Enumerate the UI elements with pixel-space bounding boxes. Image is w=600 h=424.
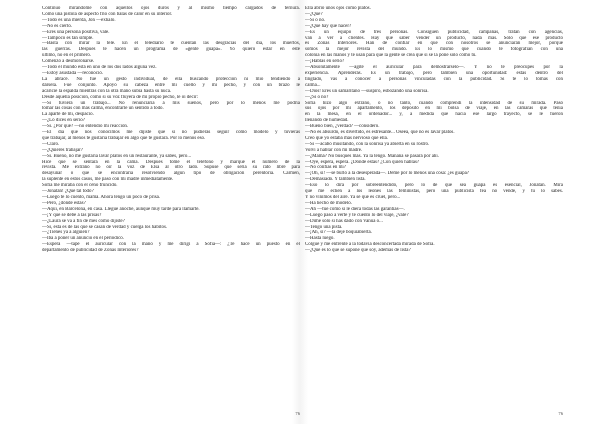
text-line: —¿Lo dices en serio? — [42, 118, 85, 124]
text-line: —¡Hablas en serio? — [305, 59, 345, 65]
text-line: —Eres una persona positiva, vale. — [42, 29, 110, 35]
text-line: —Oye, espera, espera. ¿Dónde estás? ¿Con quién hablas? — [305, 159, 420, 165]
text-line: último, no en el primero. — [42, 53, 92, 59]
text-line: —Demasiado. Y también lista. — [305, 177, 366, 183]
left-page — [42, 6, 300, 418]
text-line: —Basta con mirar la tele. En el telediario te cuentan las desgracias del día, los muertos, — [42, 41, 300, 47]
left-page-number: 76 — [295, 411, 300, 416]
text-line: —Bueno bien, ¿verdad? —consideró. — [305, 124, 380, 130]
text-line: —No confías en mí? — [305, 165, 346, 171]
text-line: las guerras. Después te hacen un programa de «gente guapa». Yo quiero estar en este — [42, 47, 300, 53]
text-line: sus ojos por mi apartamento, los depositó en mi bolsa de viaje, en las cámaras que tenía — [305, 106, 563, 112]
text-line: —¿Quieres trabajar? — [42, 147, 83, 153]
text-line: —Aquí, en Barcelona, en casa. Llegué anoche, aunque muy tarde para llamarte. — [42, 206, 200, 212]
text-line: Desde aquella posición, como si su voz fluyera de mi propio pecho, le oí decir: — [42, 94, 199, 100]
text-line: —¿Qué es lo que se supone que soy, además de lista? — [305, 248, 411, 254]
text-line: colonia en las manos y te usan para que la gente se crea que sí se la pone sólo como tú. — [305, 53, 477, 59]
text-line: la suplente en estos casos, me pasó con mi madre inmediatamente. — [42, 177, 174, 183]
text-line: —Jonatán! ¿Qué tal todo? — [42, 189, 94, 195]
text-line: Volví a hablar con mi madre. — [305, 147, 363, 153]
text-line: en la mesa, en el ordenador... y, a medida que hacía ese largo trayecto, se le fueron — [305, 112, 563, 118]
text-line: Creo que yo estaba más nervioso que ella. — [305, 135, 389, 141]
text-line: somos la mejor revista del mundo. Es lo mismo que cuando te fotografían con una — [305, 47, 563, 53]
text-line: Sofía me miraba con el ceño fruncido. — [42, 183, 118, 189]
text-line: —Luego te lo cuento, mamá. Ahora tengo un poco de prisa. — [42, 195, 161, 200]
text-line: Sofía hizo algo extraño, o no tanto, cuando comprendí la intensidad de su mirada. Pasó — [305, 100, 563, 106]
text-line: —No es absurdo, es divertido, es estresante... Oseea, que no es lavar platos. — [305, 130, 455, 136]
text-line: —Sí o no. — [305, 17, 326, 23]
text-line: tinglado, vas a conocer a personas vinculadas con la publicidad. Si te lo tomas con — [305, 76, 563, 82]
text-line: —¿Tienes ya a alguien? — [42, 230, 90, 236]
text-line: Hice que se sentara en la cama. Después tomé el teléfono y marqué el número de la — [42, 159, 300, 165]
left-page-text — [42, 6, 300, 254]
text-line: Continuó mirándome con aquellos ojos duros y al mismo tiempo cargados de ternura. — [42, 6, 300, 11]
text-line: que me echen a los leones las feministas, pero una publicista fea no vende, y tú lo sabes. — [305, 189, 563, 195]
text-line: —Absolutamente —agité el auricular para demostrárselo—. Y no te preocupes por la — [305, 65, 563, 71]
text-line: —Sí —acabó musitando, con la sonrisa ya abierta en su rostro. — [305, 141, 430, 147]
text-line: calma... — [305, 82, 321, 88]
text-line: Ella abrió unos ojos como platos. — [305, 6, 371, 11]
text-line: —¡Ah, sí? —la dejé boquiabierta. — [305, 230, 372, 236]
text-line: —Sí. Bueno, no me gustaría lavar platos en un restaurante, ya sabes, pero... — [42, 153, 192, 159]
text-line: —Tengo una pista. — [305, 224, 343, 230]
text-line: —Dios! Eres un samaritano —suspiró, esbozando una sonrisa. — [305, 88, 429, 94]
text-line: —Si tuviera un trabajo... No renunciaría a mis sueños, pero por lo menos me podría — [42, 100, 300, 106]
text-line: experiencia. Aprenderás. Es un trabajo, pero también una oportunidad: estás dentro del — [305, 70, 563, 76]
text-line: Y no vinimos del aire. Ya sé que es cruel, pero... — [305, 195, 401, 200]
text-line: —Ah —fue como si le diera todas las garantías—. — [305, 206, 405, 212]
text-line: —No es cierto. — [42, 23, 73, 29]
text-line: Colgué y me enfrenté a la todavía desconcertada mirada de Sofía. — [305, 242, 435, 248]
text-line: tomar las cosas con más calma, encontrarle un sentido a todo. — [42, 106, 164, 112]
text-line: —Estoy asustada —reconoció. — [42, 70, 104, 76]
text-line: —¿Laura se va a fin de mes como dijiste? — [42, 218, 125, 224]
text-line: es Zonas Interiores. Han de confiar en que con nosotros se anunciarán mejor, porque — [305, 41, 563, 47]
text-line: acaricié la espalda mientras con la otra mano subía hasta su nuca. — [42, 88, 172, 94]
right-page — [305, 6, 563, 418]
text-line: —Iba a poner un anuncio en el periódico. — [42, 236, 124, 242]
text-line: llenando de humedad. — [305, 118, 349, 124]
right-page-text — [305, 6, 563, 254]
text-line: La aparté de mí, despacio. — [42, 112, 94, 118]
text-line: desayunar o que se encontraría resolviendo algún tipo de obligación perentoria. Carmen, — [42, 171, 300, 177]
text-line: van a ver a clientes. Hay que saber vender un producto, nada más. Sólo que ese producto — [305, 35, 563, 41]
text-line: —Luego paso a verte y te cuento lo del viaje, ¿vale? — [305, 212, 409, 218]
text-line: —Hasta luego. — [305, 236, 335, 242]
text-line: —Eso lo dirá por sobreentendido, pero lo de que sea guapa es esencial, Jonatán. Mira — [305, 183, 563, 189]
text-line: —Todo el mundo está en uno de los dos lados alguna vez. — [42, 65, 157, 71]
text-line: —Sí. ¿Por qué? —no entendió mi reacción. — [42, 124, 129, 130]
text-line: —Tampoco es tan simple. — [42, 35, 94, 41]
text-line: —Claro. — [42, 141, 60, 147]
text-line: —Dime sólo si has dado con Vanúa o... — [305, 218, 383, 224]
text-line: —¿Sí o no? — [305, 94, 329, 100]
text-line: —Es un equipo de tres personas. Consiguen publicidad, campañas, tratan con agencias, — [305, 29, 563, 35]
text-line: —El día que nos conocimos me dijiste que si no pudieras seguir como modelo y tuvieras — [42, 130, 300, 136]
text-line: —Espera —tapé el auricular con la mano y me dirigí a Sofía—: ¿Te hace un puesto en el — [42, 242, 300, 248]
text-line: revista. Me extrañó no oír la voz de Elsa al otro lado. Supuse que sería su rato libre para — [42, 165, 300, 171]
text-line: —¿Qué? — [305, 11, 323, 17]
text-line: departamento de publicidad de Zonas Interiores? — [42, 248, 139, 254]
text-line: La abracé. No fue un gesto individual, de ella buscando protección ni mío tendiendo a — [42, 76, 300, 82]
text-line: dársela. Fue conjunto. Apoyó su cabeza entre mi cuello y mi pecho, y con un brazo le — [42, 82, 300, 88]
text-line: —Sí, ésta es de las que se casan de verdad y cuelga los hábitos. — [42, 224, 168, 230]
text-line: —Ha hecho de modelo. — [305, 200, 352, 206]
text-line: —¡Oh, sí! —se burló a la desesperada—. Deme por lo menos una cosa: ¿es guapa? — [305, 171, 469, 177]
text-line: —¡Y qué se debe a las prisas? — [42, 212, 102, 218]
text-line: Comenzó a desmoronarse. — [42, 59, 95, 65]
text-line: —¿Qué hay que hacer? — [305, 23, 352, 29]
text-line: —Pero, ¿dónde estás? — [42, 200, 86, 206]
text-line: —Todo es una mierda, Jon —exhaló. — [42, 17, 116, 23]
text-line: Como una pistola de aspecto frío con balas de calor en su interior. — [42, 11, 173, 17]
right-page-number: 76 — [558, 411, 563, 416]
text-line: —¿Mamá? No busques más. Ya la tengo. Mañana se pasará por ahí. — [305, 153, 439, 159]
text-line: que trabajar, al menos te gustaría trabajar en algo que te gustara. Por lo menos eso. — [42, 135, 206, 141]
